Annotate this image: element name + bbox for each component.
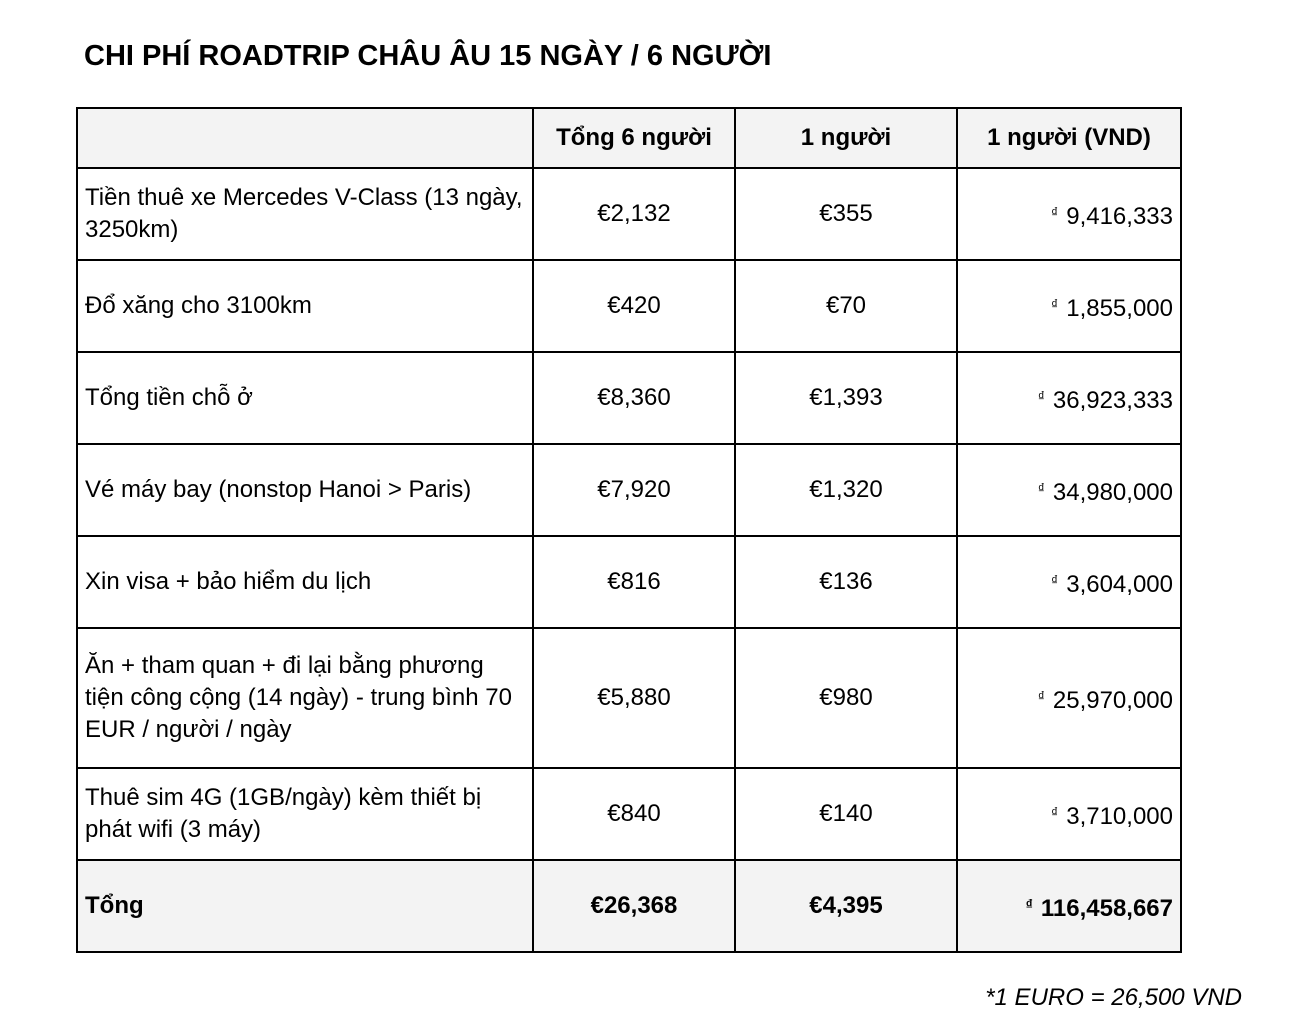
row-vnd (957, 444, 1181, 536)
table-row (77, 768, 1181, 860)
row-label: Tiền thuê xe Mercedes V-Class (13 ngày, 3250km) (77, 168, 533, 260)
row-vnd (957, 768, 1181, 860)
row-label: Xin visa + bảo hiểm du lịch (77, 536, 533, 628)
table-row (77, 444, 1181, 536)
table-row (77, 260, 1181, 352)
total-6-people-value: €26,368 (533, 860, 735, 952)
dong-sign: ₫ (1051, 203, 1059, 220)
row-total: €7,920 (533, 444, 735, 536)
dong-sign: ₫ (1051, 571, 1059, 588)
header-per-person: 1 người (735, 108, 957, 168)
row-per-person: €140 (735, 768, 957, 860)
row-per-person: €70 (735, 260, 957, 352)
dong-sign: ₫ (1025, 895, 1033, 912)
vnd-value: 36,923,333 (1052, 386, 1173, 414)
dong-sign: ₫ (1037, 387, 1045, 404)
exchange-rate-footnote: *1 EURO = 26,500 VND (985, 984, 1242, 1011)
row-total: €816 (533, 536, 735, 628)
total-row (77, 860, 1181, 952)
dong-sign: ₫ (1051, 295, 1059, 312)
header-total-6-people: Tổng 6 người (533, 108, 735, 168)
header-label-cell (77, 108, 533, 168)
total-label: Tổng (77, 860, 533, 952)
row-vnd (957, 168, 1181, 260)
table-row (77, 352, 1181, 444)
row-label: Ăn + tham quan + đi lại bằng phương tiện công cộng (14 ngày) - trung bình 70 EUR / người / ngày (77, 628, 533, 768)
row-label: Thuê sim 4G (1GB/ngày) kèm thiết bị phát wifi (3 máy) (77, 768, 533, 860)
row-vnd (957, 352, 1181, 444)
table-row (77, 628, 1181, 768)
vnd-value: 25,970,000 (1052, 686, 1173, 714)
row-total: €2,132 (533, 168, 735, 260)
row-total: €5,880 (533, 628, 735, 768)
vnd-value: 34,980,000 (1052, 478, 1173, 506)
vnd-value: 3,604,000 (1066, 570, 1173, 598)
row-total: €840 (533, 768, 735, 860)
row-per-person: €355 (735, 168, 957, 260)
row-per-person: €136 (735, 536, 957, 628)
dong-sign: ₫ (1037, 687, 1045, 704)
table-header-row (77, 108, 1181, 168)
vnd-value: 1,855,000 (1066, 294, 1173, 322)
row-per-person: €1,320 (735, 444, 957, 536)
header-per-person-vnd: 1 người (VND) (957, 108, 1181, 168)
row-label: Vé máy bay (nonstop Hanoi > Paris) (77, 444, 533, 536)
total-per-person-value: €4,395 (735, 860, 957, 952)
vnd-value: 9,416,333 (1066, 202, 1173, 230)
cost-table (76, 107, 1182, 953)
table-row (77, 536, 1181, 628)
row-per-person: €980 (735, 628, 957, 768)
row-vnd (957, 260, 1181, 352)
dong-sign: ₫ (1051, 803, 1059, 820)
row-label: Đổ xăng cho 3100km (77, 260, 533, 352)
total-vnd-value (957, 860, 1181, 952)
row-total: €8,360 (533, 352, 735, 444)
row-label: Tổng tiền chỗ ở (77, 352, 533, 444)
row-total: €420 (533, 260, 735, 352)
row-per-person: €1,393 (735, 352, 957, 444)
vnd-value: 116,458,667 (1040, 894, 1173, 922)
row-vnd (957, 536, 1181, 628)
page-title: CHI PHÍ ROADTRIP CHÂU ÂU 15 NGÀY / 6 NGƯỜI (84, 40, 772, 72)
row-vnd (957, 628, 1181, 768)
dong-sign: ₫ (1037, 479, 1045, 496)
vnd-value: 3,710,000 (1066, 802, 1173, 830)
table-row (77, 168, 1181, 260)
